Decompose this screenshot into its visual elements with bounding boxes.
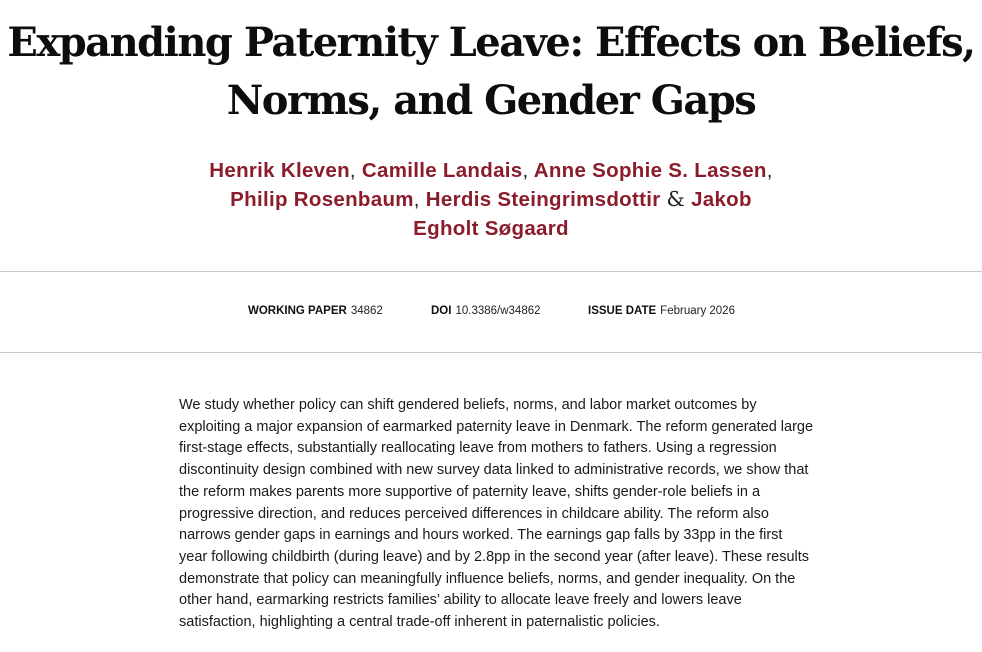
paper-title-line: Norms, and Gender Gaps xyxy=(226,77,756,124)
abstract-line: We study whether policy can shift gendered beliefs, norms, and labor market outcomes by xyxy=(179,397,757,413)
author-link-anne-sophie-lassen[interactable]: Anne Sophie S. Lassen xyxy=(533,159,767,182)
author-link-jakob-egholt-sogaard-cont[interactable]: Egholt Søgaard xyxy=(413,217,569,240)
author-separator: , xyxy=(766,159,773,182)
paper-meta xyxy=(0,303,982,319)
author-link-philip-rosenbaum[interactable]: Philip Rosenbaum xyxy=(230,188,414,211)
working-paper-number xyxy=(248,303,383,319)
author-line xyxy=(150,214,832,243)
abstract-line: satisfaction, highlighting a central trade-off inherent in paternalistic policies. xyxy=(179,614,660,631)
issue-date-label: ISSUE DATE xyxy=(588,305,657,317)
divider xyxy=(0,271,982,272)
author-link-henrik-kleven[interactable]: Henrik Kleven xyxy=(209,159,350,182)
divider xyxy=(0,352,982,353)
abstract-line: narrows gender gaps in earnings and hours worked. The earnings gap falls by 33pp in the first xyxy=(179,527,783,544)
doi xyxy=(431,303,541,319)
paper-title xyxy=(0,14,982,130)
author-link-jakob-egholt-sogaard[interactable]: Jakob xyxy=(691,188,752,211)
abstract-line: progressive direction, and reduces perceived differences in childcare ability. The reform also xyxy=(179,505,769,522)
working-paper-label: WORKING PAPER xyxy=(248,305,347,317)
author-separator: , xyxy=(349,159,356,182)
issue-date-value: February 2026 xyxy=(660,305,735,317)
abstract-line: first-stage effects, substantially reallocating leave from mothers to fathers. Using a regression xyxy=(179,440,777,457)
author-line xyxy=(150,185,832,214)
author-list xyxy=(150,156,832,243)
abstract-line: the reform makes parents more supportive of paternity leave, shifts gender-role beliefs in a xyxy=(179,483,761,500)
issue-date xyxy=(588,303,735,319)
author-line xyxy=(150,156,832,185)
working-paper-value: 34862 xyxy=(350,305,383,317)
author-separator: , xyxy=(522,159,529,182)
abstract-line: exploiting a major expansion of earmarked paternity leave in Denmark. The reform generated large xyxy=(179,418,814,435)
abstract-line: year following childbirth (during leave) and by 2.8pp in the second year (after leave). These results xyxy=(179,548,810,565)
author-final-separator: & xyxy=(666,187,686,211)
abstract xyxy=(179,395,819,634)
paper-title-line: Expanding Paternity Leave: Effects on Beliefs, xyxy=(7,19,975,66)
doi-value: 10.3386/w34862 xyxy=(455,305,541,317)
abstract-line: other hand, earmarking restricts families’ ability to allocate leave freely and lowers leave xyxy=(179,592,742,609)
doi-label: DOI xyxy=(431,305,452,317)
abstract-line: demonstrate that policy can meaningfully influence beliefs, norms, and gender inequality. On the xyxy=(179,570,796,587)
author-link-herdis-steingrimsdottir[interactable]: Herdis Steingrimsdottir xyxy=(425,188,661,211)
author-separator: , xyxy=(413,188,420,211)
author-link-camille-landais[interactable]: Camille Landais xyxy=(361,159,523,182)
abstract-line: discontinuity design combined with new survey data linked to administrative records, we show that xyxy=(179,462,809,479)
